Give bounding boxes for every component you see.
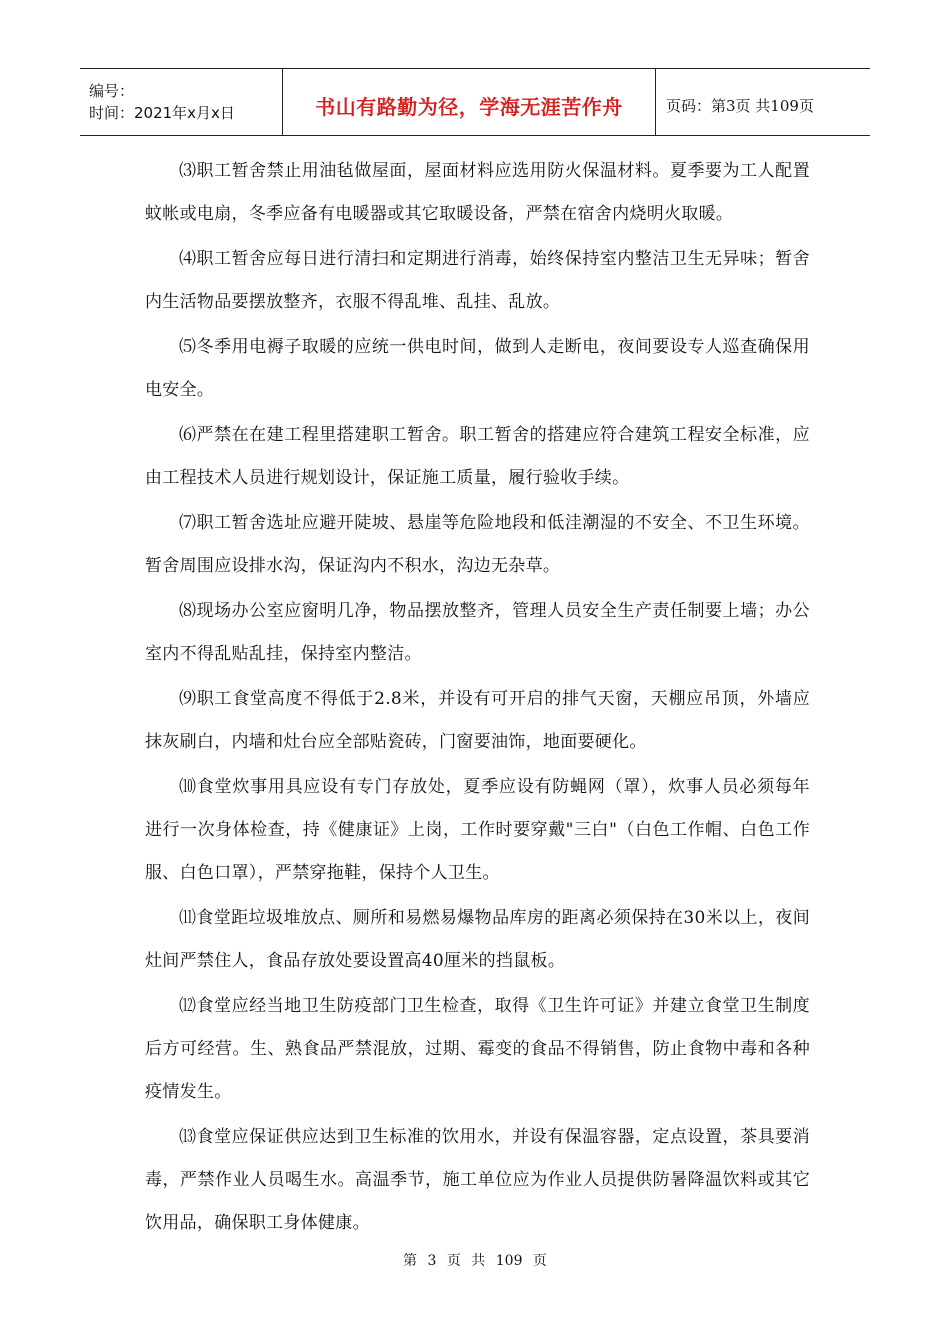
paragraph: ⑾食堂距垃圾堆放点、厕所和易燃易爆物品库房的距离必须保持在30米以上，夜间灶间严禁住人，食品存放处要设置高40厘米的挡鼠板。 — [145, 908, 810, 971]
page-footer: 第 3 页 共 109 页 — [403, 1253, 547, 1269]
paragraph: ⑼职工食堂高度不得低于2.8米，并设有可开启的排气天窗，天棚应吊顶，外墙应抹灰刷白，内墙和灶台应全部贴瓷砖，门窗要油饰，地面要硬化。 — [145, 689, 810, 752]
header-motto: 书山有路勤为径，学海无涯苦作舟 — [315, 94, 623, 119]
header-page-info: 页码：第3页 共109页 — [666, 96, 814, 115]
page-header — [80, 68, 870, 136]
paragraph: ⑿食堂应经当地卫生防疫部门卫生检查，取得《卫生许可证》并建立食堂卫生制度后方可经营。生、熟食品严禁混放，过期、霉变的食品不得销售，防止食物中毒和各种疫情发生。 — [145, 996, 810, 1102]
paragraph: ⑶职工暂舍禁止用油毡做屋面，屋面材料应选用防火保温材料。夏季要为工人配置蚊帐或电扇，冬季应备有电暖器或其它取暖设备，严禁在宿舍内烧明火取暖。 — [145, 161, 810, 224]
paragraph: ⒀食堂应保证供应达到卫生标准的饮用水，并设有保温容器，定点设置，茶具要消毒，严禁作业人员喝生水。高温季节，施工单位应为作业人员提供防暑降温饮料或其它饮用品，确保职工身体健康。 — [145, 1127, 810, 1233]
header-meta — [80, 69, 283, 135]
paragraph: ⑹严禁在在建工程里搭建职工暂舍。职工暂舍的搭建应符合建筑工程安全标准，应由工程技术人员进行规划设计，保证施工质量，履行验收手续。 — [145, 425, 810, 488]
document-date: 时间：2021年x月x日 — [89, 104, 235, 122]
document-number: 编号： — [89, 82, 135, 100]
paragraph: ⑽食堂炊事用具应设有专门存放处，夏季应设有防蝇网（罩），炊事人员必须每年进行一次身体检查，持《健康证》上岗，工作时要穿戴"三白"（白色工作帽、白色工作服、白色口罩），严禁穿拖鞋，保持个人卫生。 — [145, 777, 810, 883]
header-motto-cell — [283, 69, 656, 135]
header-page-info-cell — [656, 69, 870, 135]
paragraph: ⑸冬季用电褥子取暖的应统一供电时间，做到人走断电，夜间要设专人巡查确保用电安全。 — [145, 337, 810, 400]
paragraph: ⑻现场办公室应窗明几净，物品摆放整齐，管理人员安全生产责任制要上墙；办公室内不得乱贴乱挂，保持室内整洁。 — [145, 601, 810, 664]
paragraph: ⑺职工暂舍选址应避开陡坡、悬崖等危险地段和低洼潮湿的不安全、不卫生环境。暂舍周围应设排水沟，保证沟内不积水，沟边无杂草。 — [145, 513, 810, 576]
paragraph: ⑷职工暂舍应每日进行清扫和定期进行消毒，始终保持室内整洁卫生无异味；暂舍内生活物品要摆放整齐，衣服不得乱堆、乱挂、乱放。 — [145, 249, 810, 312]
document-body — [145, 150, 810, 1247]
